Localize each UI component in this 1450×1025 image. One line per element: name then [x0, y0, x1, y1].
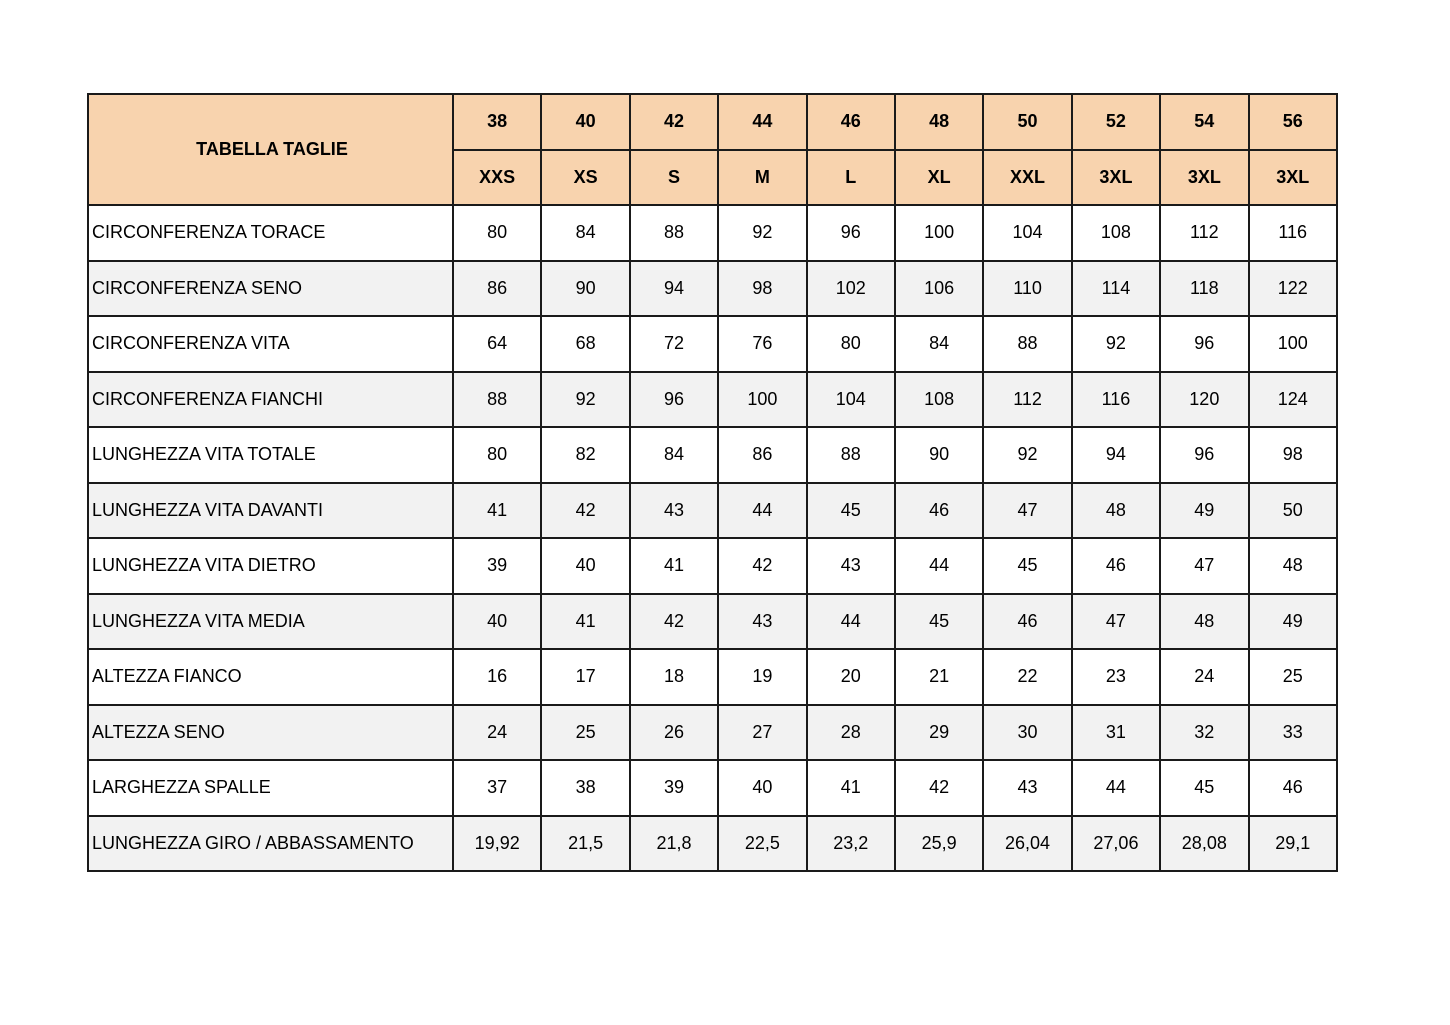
measurement-value: 32 — [1160, 705, 1248, 761]
measurement-value: 88 — [807, 427, 895, 483]
measurement-value: 45 — [807, 483, 895, 539]
measurement-value: 49 — [1160, 483, 1248, 539]
measurement-value: 17 — [541, 649, 629, 705]
measurement-value: 86 — [453, 261, 541, 317]
measurement-value: 48 — [1160, 594, 1248, 650]
measurement-value: 94 — [630, 261, 718, 317]
measurement-value: 96 — [807, 205, 895, 261]
measurement-value: 48 — [1072, 483, 1160, 539]
measurement-value: 45 — [895, 594, 983, 650]
measurement-value: 118 — [1160, 261, 1248, 317]
measurement-value: 44 — [718, 483, 806, 539]
measurement-value: 120 — [1160, 372, 1248, 428]
size-it-header: 50 — [983, 94, 1071, 150]
measurement-label: ALTEZZA FIANCO — [88, 649, 453, 705]
measurement-value: 50 — [1249, 483, 1337, 539]
measurement-value: 19 — [718, 649, 806, 705]
measurement-label: LUNGHEZZA VITA MEDIA — [88, 594, 453, 650]
measurement-value: 23 — [1072, 649, 1160, 705]
measurement-value: 24 — [1160, 649, 1248, 705]
measurement-label: LARGHEZZA SPALLE — [88, 760, 453, 816]
measurement-value: 92 — [1072, 316, 1160, 372]
measurement-label: LUNGHEZZA VITA DIETRO — [88, 538, 453, 594]
measurement-value: 41 — [807, 760, 895, 816]
table-row — [88, 538, 1337, 594]
measurement-value: 26,04 — [983, 816, 1071, 872]
measurement-label: LUNGHEZZA VITA DAVANTI — [88, 483, 453, 539]
measurement-value: 47 — [1160, 538, 1248, 594]
measurement-value: 47 — [1072, 594, 1160, 650]
measurement-value: 90 — [895, 427, 983, 483]
size-intl-header: XXL — [983, 150, 1071, 206]
measurement-value: 22,5 — [718, 816, 806, 872]
measurement-value: 108 — [895, 372, 983, 428]
measurement-value: 100 — [895, 205, 983, 261]
measurement-value: 72 — [630, 316, 718, 372]
measurement-value: 42 — [718, 538, 806, 594]
size-it-header: 48 — [895, 94, 983, 150]
measurement-value: 98 — [1249, 427, 1337, 483]
measurement-value: 80 — [453, 205, 541, 261]
measurement-value: 26 — [630, 705, 718, 761]
measurement-label: CIRCONFERENZA SENO — [88, 261, 453, 317]
size-it-header: 40 — [541, 94, 629, 150]
measurement-value: 88 — [983, 316, 1071, 372]
measurement-value: 29 — [895, 705, 983, 761]
measurement-value: 24 — [453, 705, 541, 761]
measurement-value: 21,8 — [630, 816, 718, 872]
measurement-value: 110 — [983, 261, 1071, 317]
measurement-label: CIRCONFERENZA VITA — [88, 316, 453, 372]
measurement-value: 88 — [453, 372, 541, 428]
measurement-value: 84 — [541, 205, 629, 261]
measurement-value: 39 — [453, 538, 541, 594]
measurement-value: 45 — [1160, 760, 1248, 816]
measurement-value: 96 — [1160, 427, 1248, 483]
measurement-label: CIRCONFERENZA FIANCHI — [88, 372, 453, 428]
measurement-value: 76 — [718, 316, 806, 372]
measurement-value: 43 — [630, 483, 718, 539]
measurement-label: ALTEZZA SENO — [88, 705, 453, 761]
measurement-value: 39 — [630, 760, 718, 816]
measurement-value: 108 — [1072, 205, 1160, 261]
measurement-value: 43 — [983, 760, 1071, 816]
measurement-value: 84 — [630, 427, 718, 483]
measurement-value: 16 — [453, 649, 541, 705]
table-row — [88, 316, 1337, 372]
measurement-value: 112 — [1160, 205, 1248, 261]
measurement-value: 96 — [630, 372, 718, 428]
measurement-value: 33 — [1249, 705, 1337, 761]
measurement-value: 43 — [807, 538, 895, 594]
table-row — [88, 816, 1337, 872]
table-row — [88, 372, 1337, 428]
size-it-header: 54 — [1160, 94, 1248, 150]
measurement-value: 44 — [895, 538, 983, 594]
measurement-value: 41 — [630, 538, 718, 594]
measurement-value: 30 — [983, 705, 1071, 761]
measurement-value: 46 — [895, 483, 983, 539]
measurement-value: 20 — [807, 649, 895, 705]
table-body — [88, 205, 1337, 871]
measurement-value: 25 — [1249, 649, 1337, 705]
measurement-value: 18 — [630, 649, 718, 705]
measurement-value: 92 — [541, 372, 629, 428]
measurement-value: 46 — [1249, 760, 1337, 816]
table-row — [88, 483, 1337, 539]
measurement-value: 116 — [1249, 205, 1337, 261]
measurement-value: 43 — [718, 594, 806, 650]
measurement-value: 48 — [1249, 538, 1337, 594]
header-row-sizes-it — [88, 94, 1337, 150]
measurement-value: 84 — [895, 316, 983, 372]
size-intl-header: XS — [541, 150, 629, 206]
measurement-value: 25 — [541, 705, 629, 761]
measurement-value: 90 — [541, 261, 629, 317]
size-it-header: 38 — [453, 94, 541, 150]
measurement-value: 27 — [718, 705, 806, 761]
measurement-value: 104 — [807, 372, 895, 428]
measurement-value: 40 — [453, 594, 541, 650]
measurement-value: 28,08 — [1160, 816, 1248, 872]
measurement-value: 64 — [453, 316, 541, 372]
table-row — [88, 705, 1337, 761]
measurement-value: 98 — [718, 261, 806, 317]
measurement-value: 100 — [1249, 316, 1337, 372]
size-it-header: 56 — [1249, 94, 1337, 150]
measurement-value: 49 — [1249, 594, 1337, 650]
size-intl-header: L — [807, 150, 895, 206]
size-intl-header: XL — [895, 150, 983, 206]
measurement-value: 86 — [718, 427, 806, 483]
measurement-value: 102 — [807, 261, 895, 317]
size-intl-header: M — [718, 150, 806, 206]
measurement-value: 28 — [807, 705, 895, 761]
measurement-value: 21,5 — [541, 816, 629, 872]
measurement-value: 100 — [718, 372, 806, 428]
measurement-value: 88 — [630, 205, 718, 261]
measurement-value: 68 — [541, 316, 629, 372]
measurement-label: LUNGHEZZA VITA TOTALE — [88, 427, 453, 483]
measurement-value: 38 — [541, 760, 629, 816]
table-title: TABELLA TAGLIE — [88, 94, 453, 205]
measurement-value: 80 — [807, 316, 895, 372]
measurement-value: 47 — [983, 483, 1071, 539]
table-row — [88, 205, 1337, 261]
size-intl-header: 3XL — [1160, 150, 1248, 206]
measurement-value: 23,2 — [807, 816, 895, 872]
measurement-value: 44 — [1072, 760, 1160, 816]
measurement-value: 46 — [983, 594, 1071, 650]
table-row — [88, 760, 1337, 816]
measurement-value: 45 — [983, 538, 1071, 594]
measurement-value: 124 — [1249, 372, 1337, 428]
size-it-header: 52 — [1072, 94, 1160, 150]
measurement-value: 42 — [630, 594, 718, 650]
measurement-value: 122 — [1249, 261, 1337, 317]
measurement-value: 80 — [453, 427, 541, 483]
measurement-value: 44 — [807, 594, 895, 650]
measurement-value: 29,1 — [1249, 816, 1337, 872]
measurement-value: 41 — [541, 594, 629, 650]
measurement-value: 82 — [541, 427, 629, 483]
size-chart-table — [87, 93, 1338, 872]
measurement-value: 21 — [895, 649, 983, 705]
measurement-value: 41 — [453, 483, 541, 539]
measurement-value: 92 — [718, 205, 806, 261]
measurement-value: 37 — [453, 760, 541, 816]
size-it-header: 46 — [807, 94, 895, 150]
measurement-value: 22 — [983, 649, 1071, 705]
size-it-header: 44 — [718, 94, 806, 150]
measurement-value: 40 — [541, 538, 629, 594]
measurement-value: 42 — [541, 483, 629, 539]
size-intl-header: XXS — [453, 150, 541, 206]
measurement-value: 104 — [983, 205, 1071, 261]
measurement-value: 116 — [1072, 372, 1160, 428]
measurement-value: 92 — [983, 427, 1071, 483]
measurement-value: 40 — [718, 760, 806, 816]
size-intl-header: 3XL — [1249, 150, 1337, 206]
table-row — [88, 649, 1337, 705]
measurement-value: 114 — [1072, 261, 1160, 317]
table-row — [88, 261, 1337, 317]
measurement-value: 25,9 — [895, 816, 983, 872]
measurement-value: 94 — [1072, 427, 1160, 483]
measurement-value: 42 — [895, 760, 983, 816]
measurement-value: 31 — [1072, 705, 1160, 761]
measurement-label: CIRCONFERENZA TORACE — [88, 205, 453, 261]
size-it-header: 42 — [630, 94, 718, 150]
size-intl-header: S — [630, 150, 718, 206]
size-intl-header: 3XL — [1072, 150, 1160, 206]
measurement-value: 106 — [895, 261, 983, 317]
measurement-value: 112 — [983, 372, 1071, 428]
table-row — [88, 427, 1337, 483]
measurement-value: 96 — [1160, 316, 1248, 372]
measurement-value: 27,06 — [1072, 816, 1160, 872]
table-row — [88, 594, 1337, 650]
measurement-value: 19,92 — [453, 816, 541, 872]
measurement-label: LUNGHEZZA GIRO / ABBASSAMENTO — [88, 816, 453, 872]
measurement-value: 46 — [1072, 538, 1160, 594]
